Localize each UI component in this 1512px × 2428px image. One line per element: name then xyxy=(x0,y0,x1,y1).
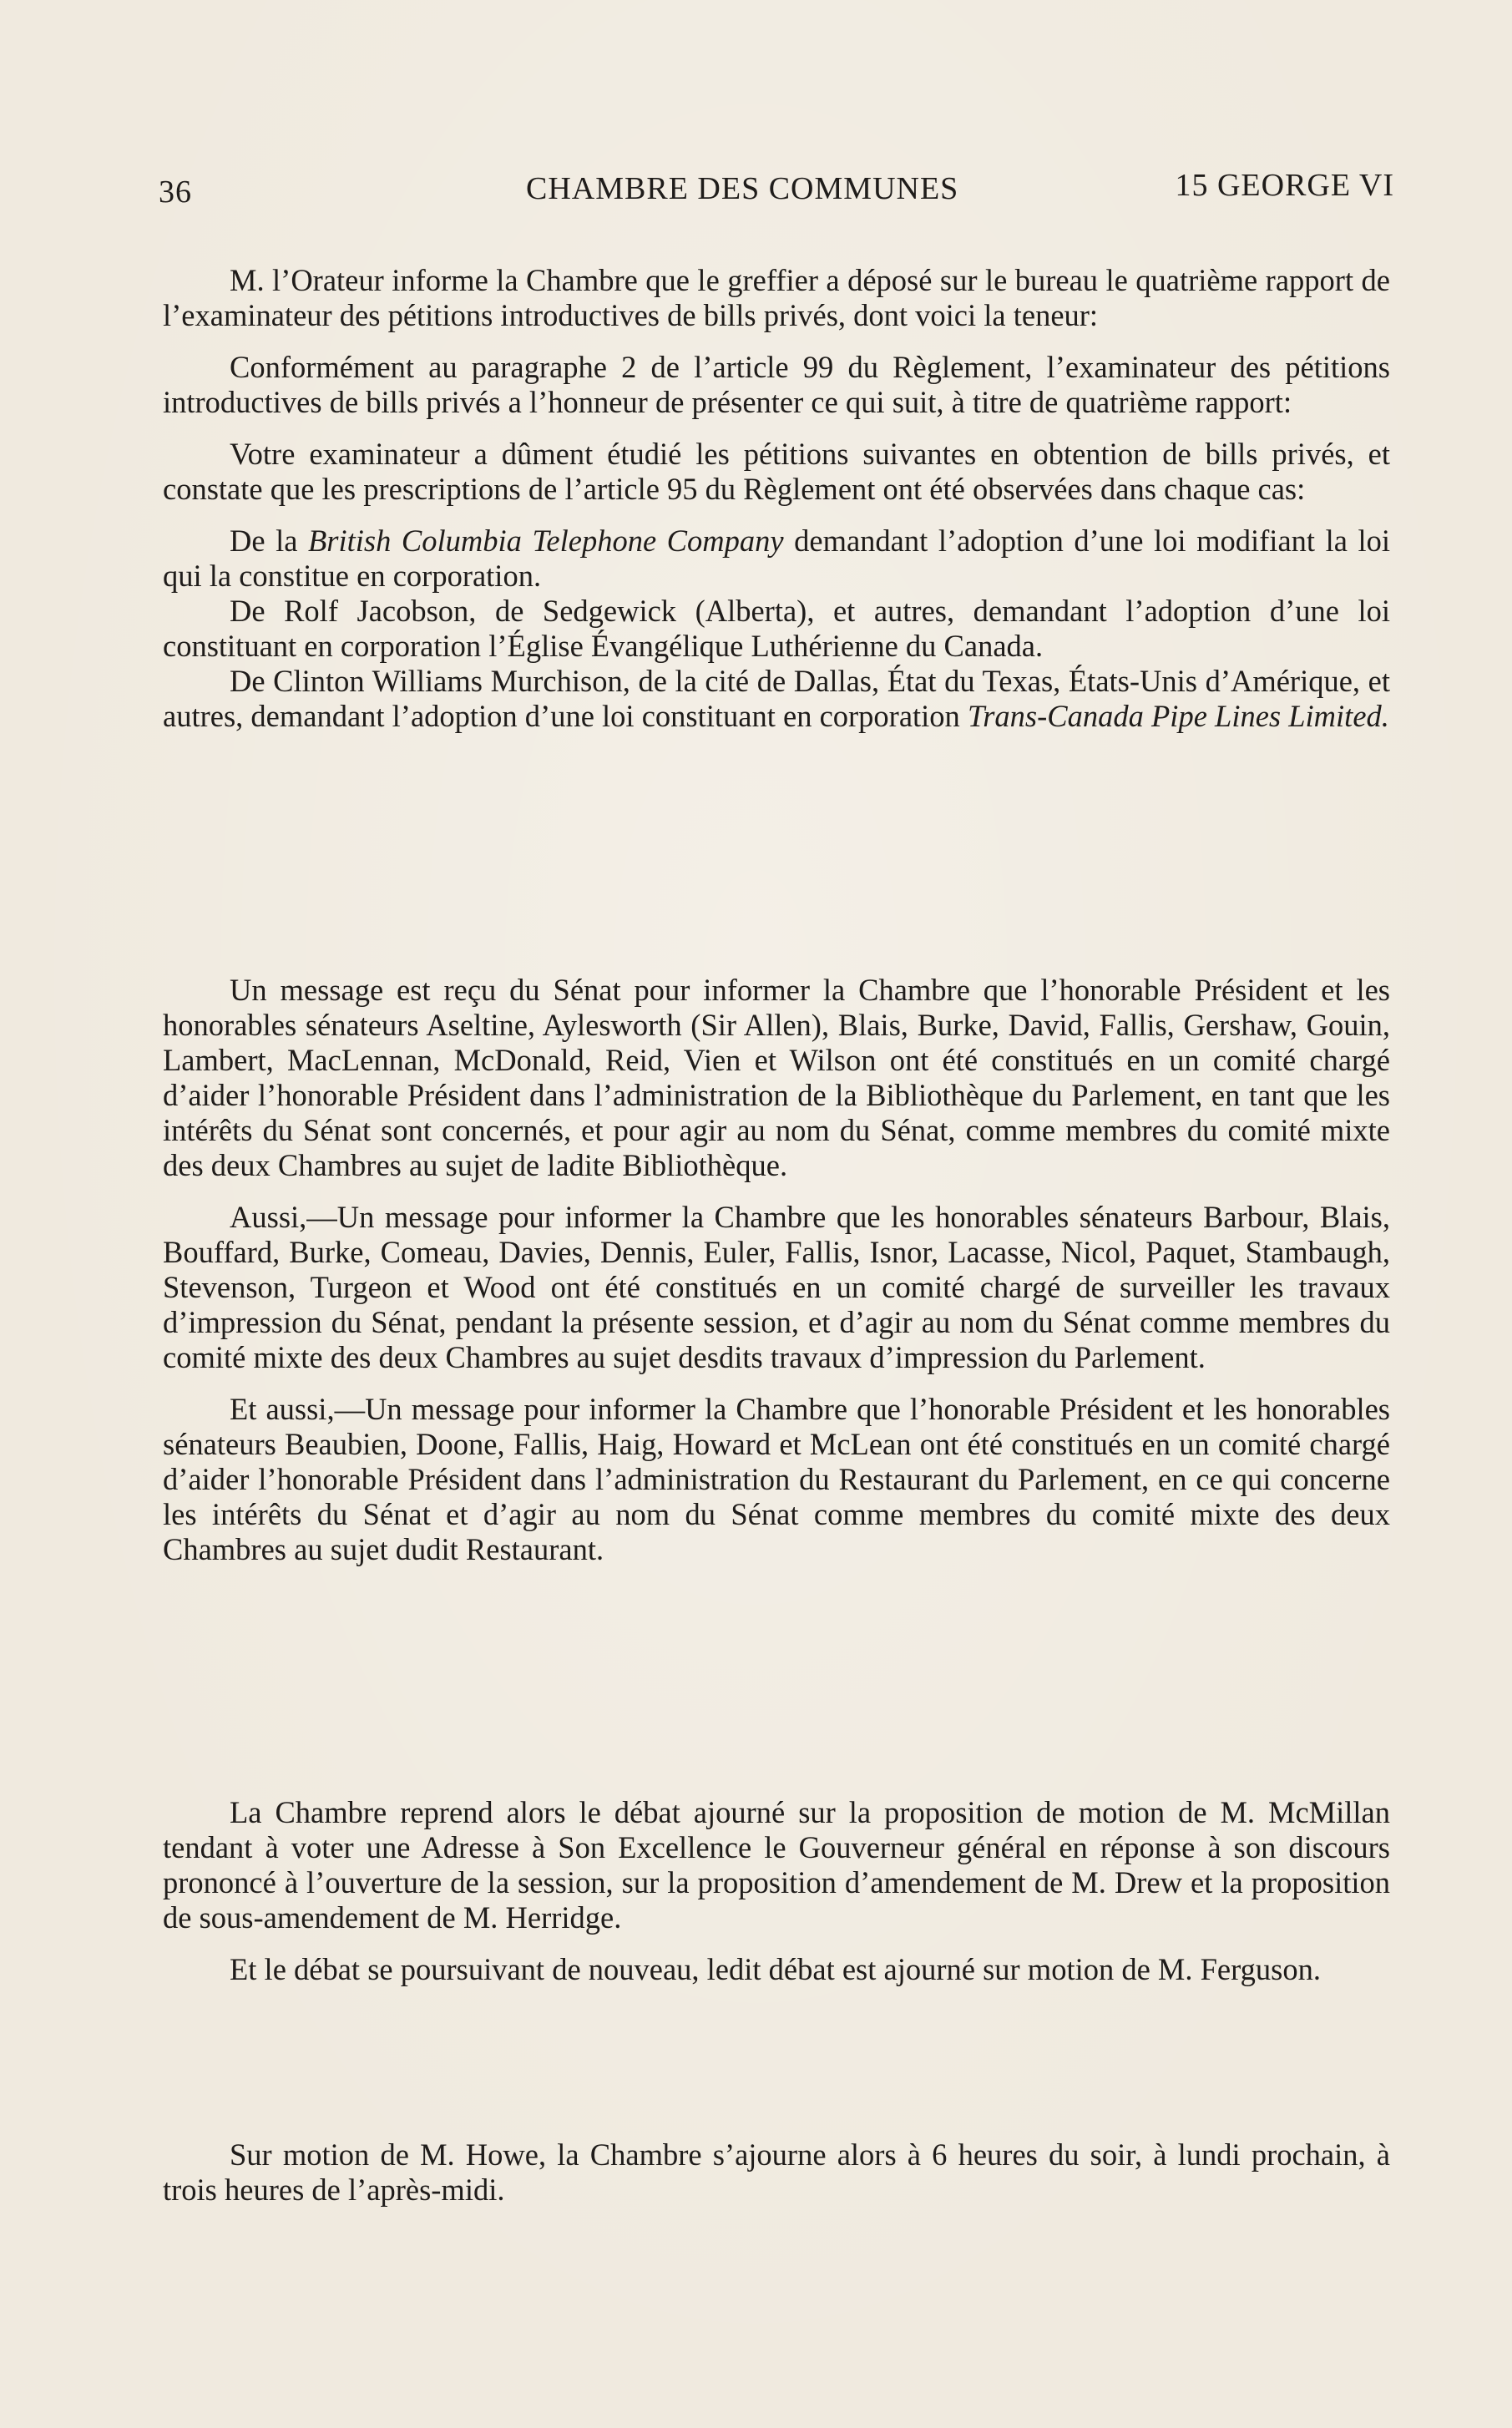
section-debate xyxy=(163,1795,1390,1987)
paragraph: Aussi,—Un message pour informer la Chambre que les honorables sénateurs Barbour, Blais, Bouffard, Burke, Comeau, Davies, Dennis, Euler, Fallis, Isnor, Lacasse, Nicol, Paquet, Stambaugh, Stevenson, Turgeon et Wood ont été constitués en un comité chargé de surveiller les travaux d’impression du Sénat, pendant la présente session, et d’agir au nom du Sénat comme membres du comité mixte des deux Chambres au sujet desdits travaux d’impression du Parlement. xyxy=(163,1200,1390,1374)
paragraph: Et aussi,—Un message pour informer la Chambre que l’honorable Président et les honorables sénateurs Beaubien, Doone, Fallis, Haig, Howard et McLean ont été constitués en un comité chargé d’aider l’honorable Président dans l’administration du Restaurant du Parlement, en ce qui concerne les intérêts du Sénat et d’agir au nom du Sénat comme membres du comité mixte des deux Chambres au sujet dudit Restaurant. xyxy=(163,1392,1390,1566)
text-run: De la xyxy=(230,524,308,558)
paragraph: Conformément au paragraphe 2 de l’article 99 du Règlement, l’examinateur des pétitions introductives de bills privés a l’honneur de présenter ce qui suit, à titre de quatrième rapport: xyxy=(163,350,1390,419)
paragraph xyxy=(163,524,1390,594)
company-name: British Columbia Telephone Company xyxy=(308,524,784,558)
paragraph: Votre examinateur a dûment étudié les pétitions suivantes en obtention de bills privés, et constate que les prescriptions de l’article 95 du Règlement ont été observées dans chaque cas: xyxy=(163,437,1390,506)
running-title: CHAMBRE DES COMMUNES xyxy=(526,171,959,206)
text-run: demandant l’adoption d’une loi modifiant la loi qui la constitue en corporation. xyxy=(163,524,1390,593)
section-petitions-report xyxy=(163,263,1390,734)
paragraph: Et le débat se poursuivant de nouveau, ledit débat est ajourné sur motion de M. Ferguson. xyxy=(230,1952,1321,1986)
paragraph: Sur motion de M. Howe, la Chambre s’ajourne alors à 6 heures du soir, à lundi prochain, à trois heures de l’après-midi. xyxy=(163,2137,1390,2207)
paragraph: M. l’Orateur informe la Chambre que le greffier a déposé sur le bureau le quatrième rapport de l’examinateur des pétitions introductives de bills privés, dont voici la teneur: xyxy=(163,263,1390,332)
page-number: 36 xyxy=(159,175,192,210)
paragraph: De Rolf Jacobson, de Sedgewick (Alberta), et autres, demandant l’adoption d’une loi constituant en corporation l’Église Évangélique Luthérienne du Canada. xyxy=(163,594,1390,663)
paragraph: La Chambre reprend alors le débat ajourné sur la proposition de motion de M. McMillan tendant à voter une Adresse à Son Excellence le Gouverneur général en réponse à son discours prononcé à l’ouverture de la session, sur la proposition d’amendement de M. Drew et la proposition de sous-amendement de M. Herridge. xyxy=(163,1795,1390,1935)
section-senate-messages xyxy=(163,973,1390,1567)
section-adjournment xyxy=(163,2137,1390,2208)
page-header xyxy=(159,167,1394,217)
paragraph xyxy=(163,664,1390,734)
regnal-year: 15 GEORGE VI xyxy=(1175,168,1394,203)
text-run: De Clinton Williams Murchison, de la cité de Dallas, État du Texas, États-Unis d’Amérique, et autres, demandant l’adoption d’une loi constituant en corporation xyxy=(163,664,1390,733)
paragraph: Un message est reçu du Sénat pour informer la Chambre que l’honorable Président et les honorables sénateurs Aseltine, Aylesworth (Sir Allen), Blais, Burke, David, Fallis, Gershaw, Gouin, Lambert, MacLennan, McDonald, Reid, Vien et Wilson ont été constitués en un comité chargé d’aider l’honorable Président dans l’administration de la Bibliothèque du Parlement, en tant que les intérêts du Sénat sont concernés, et pour agir au nom du Sénat, comme membres du comité mixte des deux Chambres au sujet de ladite Bibliothèque. xyxy=(163,973,1390,1182)
company-name: Trans-Canada Pipe Lines Limited. xyxy=(967,699,1389,733)
